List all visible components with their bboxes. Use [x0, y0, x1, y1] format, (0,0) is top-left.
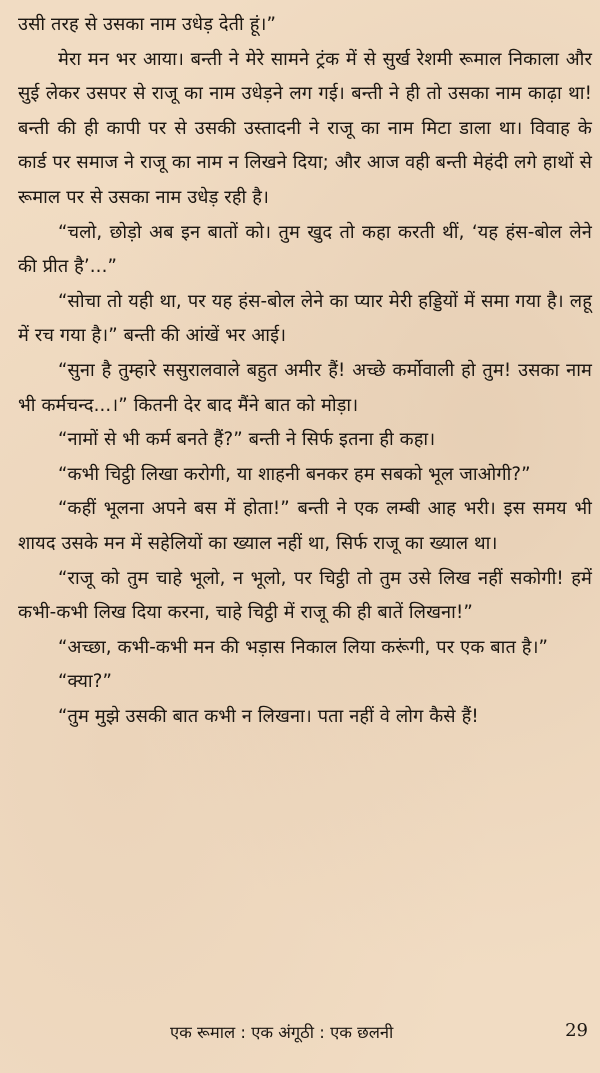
- paragraph: “कहीं भूलना अपने बस में होता!” बन्ती ने एक लम्बी आह भरी। इस समय भी शायद उसके मन में सहेलियों का ख्याल नहीं था, सिर्फ राजू का ख्याल था।: [18, 498, 592, 554]
- paragraph: “अच्छा, कभी-कभी मन की भड़ास निकाल लिया करूंगी, पर एक बात है।”: [58, 636, 549, 658]
- page-footer: [0, 1020, 600, 1050]
- paragraph: “सुना है तुम्हारे ससुरालवाले बहुत अमीर हैं! अच्छे कर्मोवाली हो तुम! उसका नाम भी कर्मचन्द...।” कितनी देर बाद मैंने बात को मोड़ा।: [18, 359, 592, 416]
- paragraph: “चलो, छोड़ो अब इन बातों को। तुम खुद तो कहा करती थीं, ‘यह हंस-बोल लेने की प्रीत है’...”: [18, 221, 592, 278]
- paragraph: “नामों से भी कर्म बनते हैं?” बन्ती ने सिर्फ इतना ही कहा।: [58, 429, 436, 451]
- body-text: [18, 8, 592, 734]
- paragraph: मेरा मन भर आया। बन्ती ने मेरे सामने ट्रंक में से सुर्ख रेशमी रूमाल निकाला और सुई लेकर उसपर से राजू का नाम उधेड़ने लग गई। बन्ती ने ही तो उसका नाम काढ़ा था! बन्ती की ही कापी पर से उसकी उस्तादनी ने राजू का नाम मिटा डाला था। विवाह के कार्ड पर समाज ने राजू का नाम न लिखने दिया; और आज वही बन्ती मेहंदी लगे हाथों से रूमाल पर से उसका नाम उधेड़ रही है।: [18, 48, 592, 208]
- running-title: एक रूमाल : एक अंगूठी : एक छलनी: [170, 1023, 394, 1042]
- paragraph: “कभी चिट्ठी लिखा करोगी, या शाहनी बनकर हम सबको भूल जाओगी?”: [58, 463, 531, 485]
- paragraph: “क्या?”: [58, 671, 112, 693]
- paragraph: उसी तरह से उसका नाम उधेड़ देती हूं।”: [18, 14, 277, 35]
- paragraph: “तुम मुझे उसकी बात कभी न लिखना। पता नहीं वे लोग कैसे हैं!: [58, 705, 479, 727]
- page-number: 29: [565, 1020, 588, 1041]
- paragraph: “सोचा तो यही था, पर यह हंस-बोल लेने का प्यार मेरी हड्डियों में समा गया है। लहू में रच गया है।” बन्ती की आंखें भर आई।: [18, 290, 592, 347]
- paragraph: “राजू को तुम चाहे भूलो, न भूलो, पर चिट्ठी तो तुम उसे लिख नहीं सकोगी! हमें कभी-कभी लिख दिया करना, चाहे चिट्ठी में राजू की ही बातें लिखना!”: [18, 567, 592, 624]
